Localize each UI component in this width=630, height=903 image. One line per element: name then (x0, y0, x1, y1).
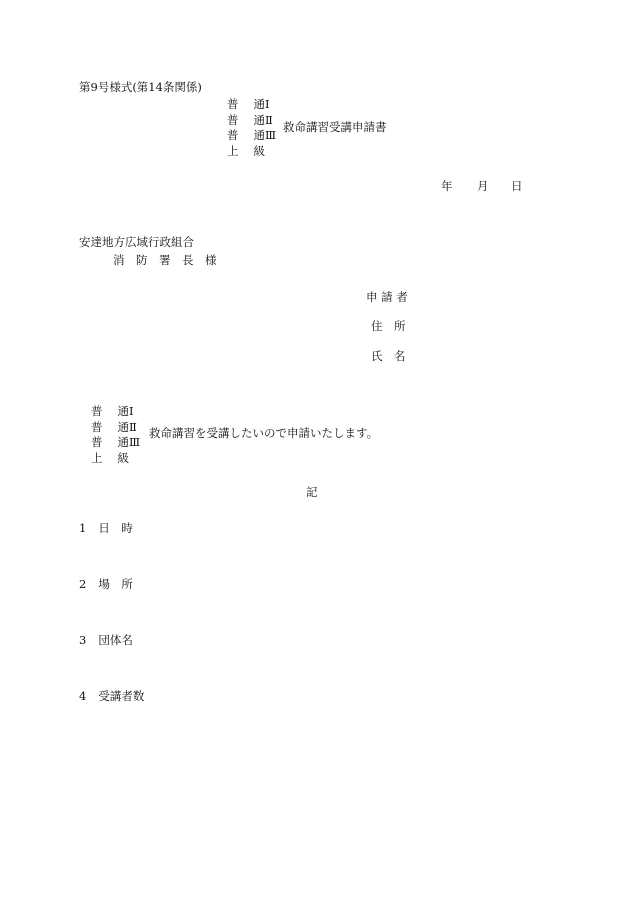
item-place (79, 579, 133, 591)
recipient-title: 消 防 署 長 様 (113, 253, 217, 267)
course-label: 級 (253, 143, 265, 158)
name-label: 氏 名 (371, 349, 406, 363)
item-participants (79, 691, 144, 703)
course-char: 普 (91, 419, 103, 434)
course-label: 通Ⅲ (253, 128, 277, 142)
course-char: 普 (91, 404, 103, 418)
body-course-list (91, 404, 140, 466)
form-number: 第9号様式(第14条関係) (79, 80, 202, 94)
header-course-list (227, 97, 276, 159)
item-datetime (79, 523, 133, 535)
document-title: 救命講習受講申請書 (283, 120, 387, 134)
item-label: 日 時 (98, 521, 133, 535)
item-number: 2 (79, 577, 87, 591)
item-label: 受講者数 (98, 689, 145, 703)
course-label: 通Ⅱ (253, 112, 273, 127)
item-number: 4 (79, 689, 87, 703)
application-statement: 救命講習を受講したいので申請いたします。 (149, 426, 379, 440)
course-label: 通Ⅰ (253, 97, 270, 111)
address-label: 住 所 (371, 319, 406, 333)
item-organization (79, 635, 133, 647)
item-number: 1 (79, 521, 87, 535)
date-year-label: 年 (441, 179, 453, 193)
date-day-label: 日 (511, 179, 523, 193)
course-char: 普 (227, 112, 239, 127)
item-label: 場 所 (98, 577, 133, 591)
recipient-org: 安達地方広域行政組合 (79, 235, 194, 249)
item-number: 3 (79, 633, 87, 647)
course-char: 上 (227, 143, 239, 158)
applicant-label: 申 請 者 (366, 290, 408, 304)
course-char: 普 (227, 97, 239, 111)
course-label: 通Ⅲ (117, 435, 141, 449)
course-char: 普 (227, 128, 239, 142)
course-label: 通Ⅱ (117, 419, 137, 434)
date-month-label: 月 (477, 179, 489, 193)
course-char: 普 (91, 435, 103, 449)
item-label: 団体名 (98, 633, 133, 647)
course-label: 級 (117, 450, 129, 465)
course-label: 通Ⅰ (117, 404, 134, 418)
ki-label: 記 (306, 485, 318, 499)
course-char: 上 (91, 450, 103, 465)
